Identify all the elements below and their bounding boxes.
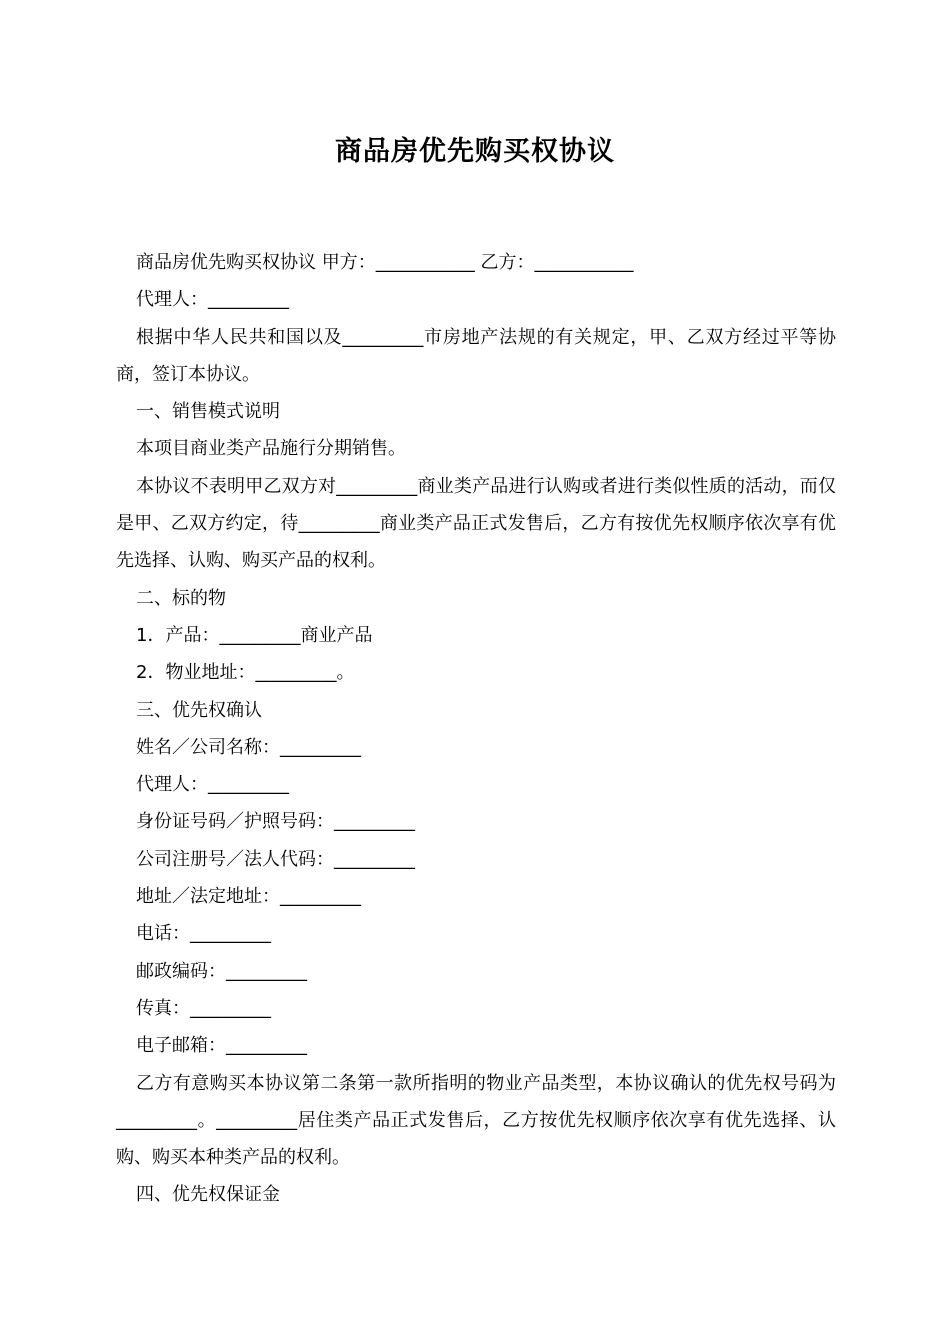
document-body: [116, 244, 836, 1214]
section-heading-4: 四、优先权保证金: [136, 1184, 280, 1206]
field-id-passport: 身份证号码／护照号码：_________: [136, 811, 415, 833]
field-agent: 代理人：_________: [136, 774, 289, 796]
field-address: 地址／法定地址：_________: [136, 886, 361, 908]
field-phone: 电话：_________: [136, 923, 271, 945]
section-heading-3: 三、优先权确认: [136, 699, 262, 721]
field-fax: 传真：_________: [136, 997, 271, 1019]
field-postcode: 邮政编码：_________: [136, 960, 307, 982]
paragraph-parties: 商品房优先购买权协议 甲方：___________ 乙方：___________: [136, 252, 634, 273]
paragraph-preamble: 根据中华人民共和国以及_________市房地产法规的有关规定，甲、乙双方经过平等协商，签订本协议。: [116, 326, 836, 385]
section-heading-2: 二、标的物: [136, 587, 226, 609]
paragraph-sales-mode: 本项目商业类产品施行分期销售。: [136, 438, 406, 460]
field-company-registration: 公司注册号／法人代码：_________: [136, 848, 415, 870]
section-heading-1: 一、销售模式说明: [136, 401, 280, 423]
paragraph-agreement-scope: 本协议不表明甲乙双方对_________商业类产品进行认购或者进行类似性质的活动，而仅是甲、乙双方约定，待_________商业类产品正式发售后，乙方有按优先权顺序依次享有优先选择、认购、购买产品的权利。: [116, 475, 836, 572]
paragraph-priority-confirmation: 乙方有意购买本协议第二条第一款所指明的物业产品类型，本协议确认的优先权号码为_________。_________居住类产品正式发售后，乙方按优先权顺序依次享有优先选择、认购、购买本种类产品的权利。: [116, 1072, 836, 1169]
document-title: 商品房优先购买权协议: [335, 136, 615, 167]
item-property-address: 2．物业地址：_________。: [136, 662, 355, 684]
paragraph-agent: 代理人：_________: [136, 289, 289, 311]
field-name-company: 姓名／公司名称：_________: [136, 736, 361, 758]
item-product: 1．产品：_________商业产品: [136, 624, 373, 646]
field-email: 电子邮箱：_________: [136, 1035, 307, 1057]
